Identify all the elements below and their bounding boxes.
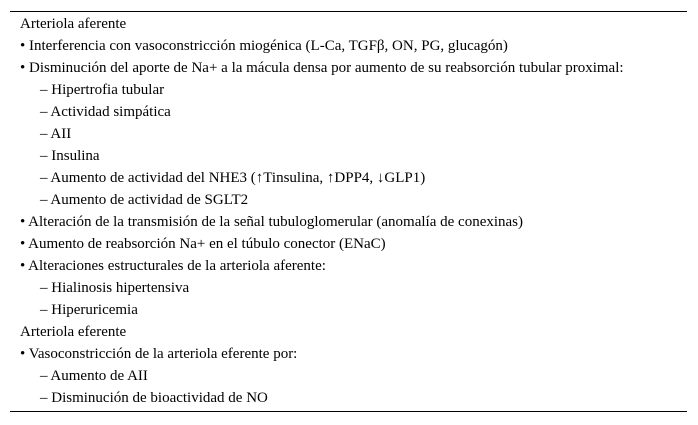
list-item: • Aumento de reabsorción Na+ en el túbulo conector (ENaC) (20, 236, 386, 252)
list-item: • Alteración de la transmisión de la señal tubuloglomerular (anomalía de conexinas) (20, 214, 524, 230)
sub-list-item: – Insulina (40, 148, 100, 164)
content-table (10, 11, 687, 412)
list-item: • Disminución del aporte de Na+ a la mácula densa por aumento de su reabsorción tubular proximal: (20, 60, 624, 76)
heading-arteriola-aferente: Arteriola aferente (20, 16, 127, 32)
heading-arteriola-eferente: Arteriola eferente (20, 324, 127, 340)
sub-list-item: – Hipertrofia tubular (40, 82, 165, 98)
sub-list-item: – Hialinosis hipertensiva (40, 280, 190, 296)
sub-list-item: – Actividad simpática (40, 104, 171, 120)
list-item: • Alteraciones estructurales de la arteriola aferente: (20, 258, 326, 274)
sub-list-item: – Hiperuricemia (40, 302, 138, 318)
list-item: • Interferencia con vasoconstricción miogénica (L-Ca, TGFβ, ON, PG, glucagón) (20, 38, 508, 54)
sub-list-item: – Aumento de AII (40, 368, 148, 384)
sub-list-item: – Disminución de bioactividad de NO (40, 390, 268, 406)
sub-list-item: – AII (40, 126, 72, 142)
sub-list-item: – Aumento de actividad del NHE3 (↑Tinsulina, ↑DPP4, ↓GLP1) (40, 170, 426, 186)
list-item: • Vasoconstricción de la arteriola eferente por: (20, 346, 298, 362)
sub-list-item: – Aumento de actividad de SGLT2 (40, 192, 249, 208)
table-lines (20, 13, 624, 409)
